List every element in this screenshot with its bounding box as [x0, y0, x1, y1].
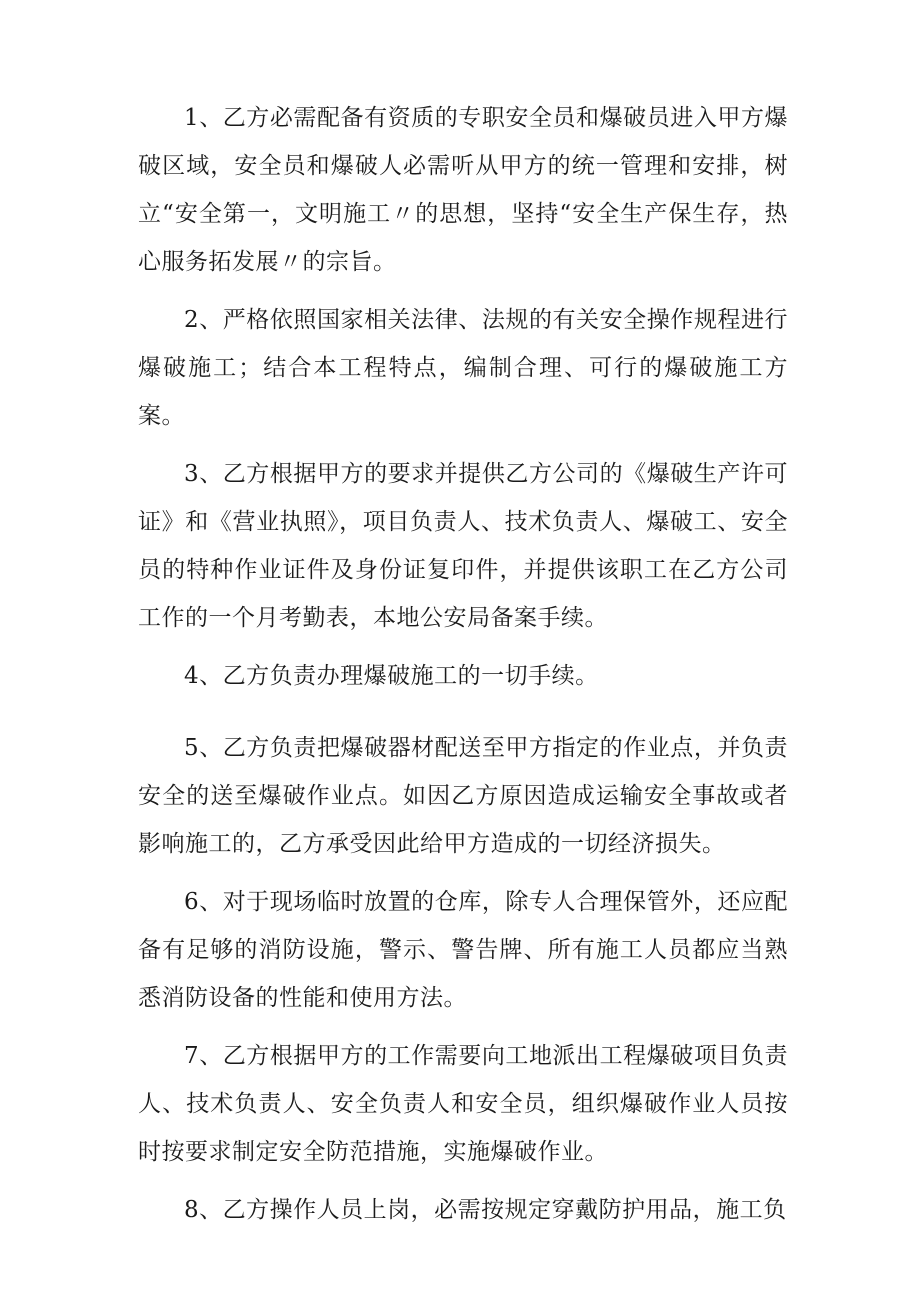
paragraph-clause-8: 8、乙方操作人员上岗，必需按规定穿戴防护用品，施工负: [184, 1197, 787, 1223]
document-page: [138, 94, 788, 1244]
paragraph-clause-5: 5、乙方负责把爆破器材配送至甲方指定的作业点，并负责安全的送至爆破作业点。如因乙方原因造成运输安全事故或者影响施工的，乙方承受因此给甲方造成的一切经济损失。: [138, 735, 788, 857]
paragraph-clause-6: 6、对于现场临时放置的仓库，除专人合理保管外，还应配备有足够的消防设施，警示、警告牌、所有施工人员都应当熟悉消防设备的性能和使用方法。: [138, 889, 788, 1011]
paragraph-clause-3: 3、乙方根据甲方的要求并提供乙方公司的《爆破生产许可证》和《营业执照》，项目负责人、技术负责人、爆破工、安全员的特种作业证件及身份证复印件，并提供该职工在乙方公司工作的一个月考勤表，本地公安局备案手续。: [138, 461, 788, 631]
paragraph-clause-1: 1、乙方必需配备有资质的专职安全员和爆破员进入甲方爆破区域，安全员和爆破人必需听从甲方的统一管理和安排，树立“安全第一，文明施工〃的思想，坚持“安全生产保生存，热心服务拓发展〃的宗旨。: [138, 105, 788, 275]
paragraph-clause-2: 2、严格依照国家相关法律、法规的有关安全操作规程进行爆破施工；结合本工程特点，编制合理、可行的爆破施工方案。: [138, 307, 788, 429]
paragraph-clause-4: 4、乙方负责办理爆破施工的一切手续。: [184, 663, 599, 689]
paragraph-clause-7: 7、乙方根据甲方的工作需要向工地派出工程爆破项目负责人、技术负责人、安全负责人和安全员，组织爆破作业人员按时按要求制定安全防范措施，实施爆破作业。: [138, 1043, 788, 1165]
